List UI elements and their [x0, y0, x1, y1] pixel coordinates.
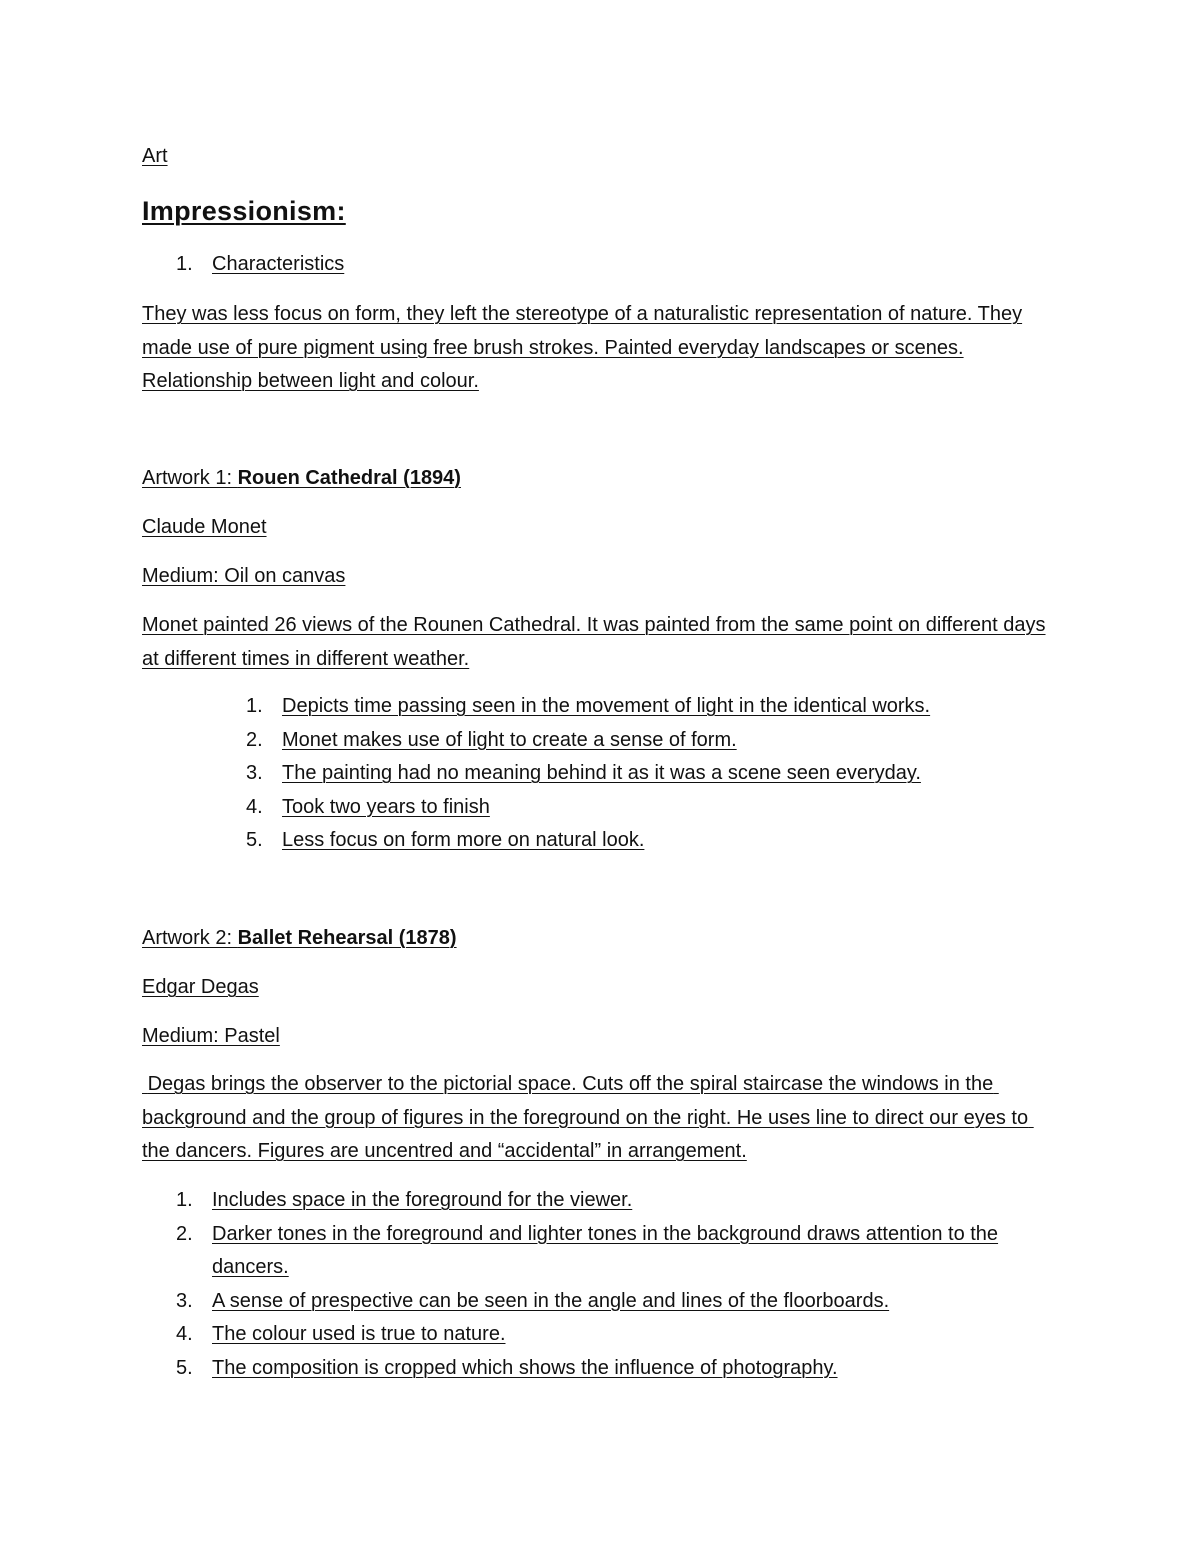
list-item-text: Includes space in the foreground for the viewer.	[212, 1189, 633, 1211]
artwork-2-heading	[142, 928, 457, 948]
list-number: 5.	[246, 829, 263, 851]
artwork-2-artist: Edgar Degas	[142, 976, 259, 998]
artwork-1-artist: Claude Monet	[142, 516, 267, 538]
subject-label: Art	[142, 145, 168, 167]
characteristics-paragraph: They was less focus on form, they left the stereotype of a naturalistic representation of nature. They made use of pure pigment using free brush strokes. Painted everyday landscapes or scenes. Relationship between light and colour.	[142, 303, 1023, 392]
artwork-1-heading	[142, 468, 461, 488]
artwork-2-points	[176, 1184, 1056, 1385]
list-number: 2.	[176, 1222, 193, 1245]
list-item	[246, 791, 1066, 825]
list-item	[246, 757, 1066, 791]
artwork-1-paragraph: Monet painted 26 views of the Rounen Cathedral. It was painted from the same point on different days at different times in different weather.	[142, 614, 1046, 670]
artwork-1-title: Rouen Cathedral (1894)	[237, 467, 461, 489]
list-item-text: The painting had no meaning behind it as it was a scene seen everyday.	[282, 762, 921, 784]
artwork-2-paragraph: Degas brings the observer to the pictorial space. Cuts off the spiral staircase the windows in the background and the group of figures in the foreground on the right. He uses line to direct our eyes to the dancers. Figures are uncentred and “accidental” in arrangement.	[142, 1073, 1034, 1162]
list-item	[176, 1318, 1056, 1352]
list-item-text: Less focus on form more on natural look.	[282, 829, 645, 851]
list-item-text: The colour used is true to nature.	[212, 1323, 506, 1345]
list-number: 3.	[176, 1289, 193, 1312]
list-item	[176, 1352, 1056, 1386]
list-number: 5.	[176, 1356, 193, 1379]
list-item	[176, 248, 1076, 282]
artwork-2-label: Artwork 2:	[142, 927, 238, 949]
list-number: 4.	[176, 1323, 193, 1345]
page-title: Impressionism:	[142, 196, 346, 226]
list-item	[176, 1285, 1056, 1319]
section-title: Characteristics	[212, 253, 345, 275]
list-item	[176, 1184, 1056, 1218]
list-number: 1.	[246, 695, 263, 717]
list-number: 2.	[246, 728, 263, 751]
artwork-2-title: Ballet Rehearsal (1878)	[237, 927, 457, 949]
section-list	[176, 248, 1076, 282]
list-item	[176, 1218, 1056, 1285]
list-item-text: Darker tones in the foreground and lighter tones in the background draws attention to the dancers.	[212, 1222, 999, 1278]
list-item-text: Took two years to finish	[282, 795, 490, 818]
artwork-1-points	[246, 690, 1066, 858]
artwork-1-label: Artwork 1:	[142, 467, 238, 489]
list-item-text: The composition is cropped which shows the influence of photography.	[212, 1356, 838, 1379]
list-number: 1.	[176, 1189, 193, 1211]
list-item-text: Depicts time passing seen in the movement of light in the identical works.	[282, 695, 931, 717]
list-item	[246, 690, 1066, 724]
list-item	[246, 824, 1066, 858]
list-item	[246, 724, 1066, 758]
artwork-1-medium: Medium: Oil on canvas	[142, 565, 346, 587]
list-number: 4.	[246, 795, 263, 818]
list-item-text: Monet makes use of light to create a sense of form.	[282, 728, 737, 751]
list-number: 3.	[246, 762, 263, 784]
artwork-2-medium: Medium: Pastel	[142, 1025, 280, 1047]
list-number: 1.	[176, 253, 193, 275]
list-item-text: A sense of prespective can be seen in the angle and lines of the floorboards.	[212, 1289, 890, 1312]
